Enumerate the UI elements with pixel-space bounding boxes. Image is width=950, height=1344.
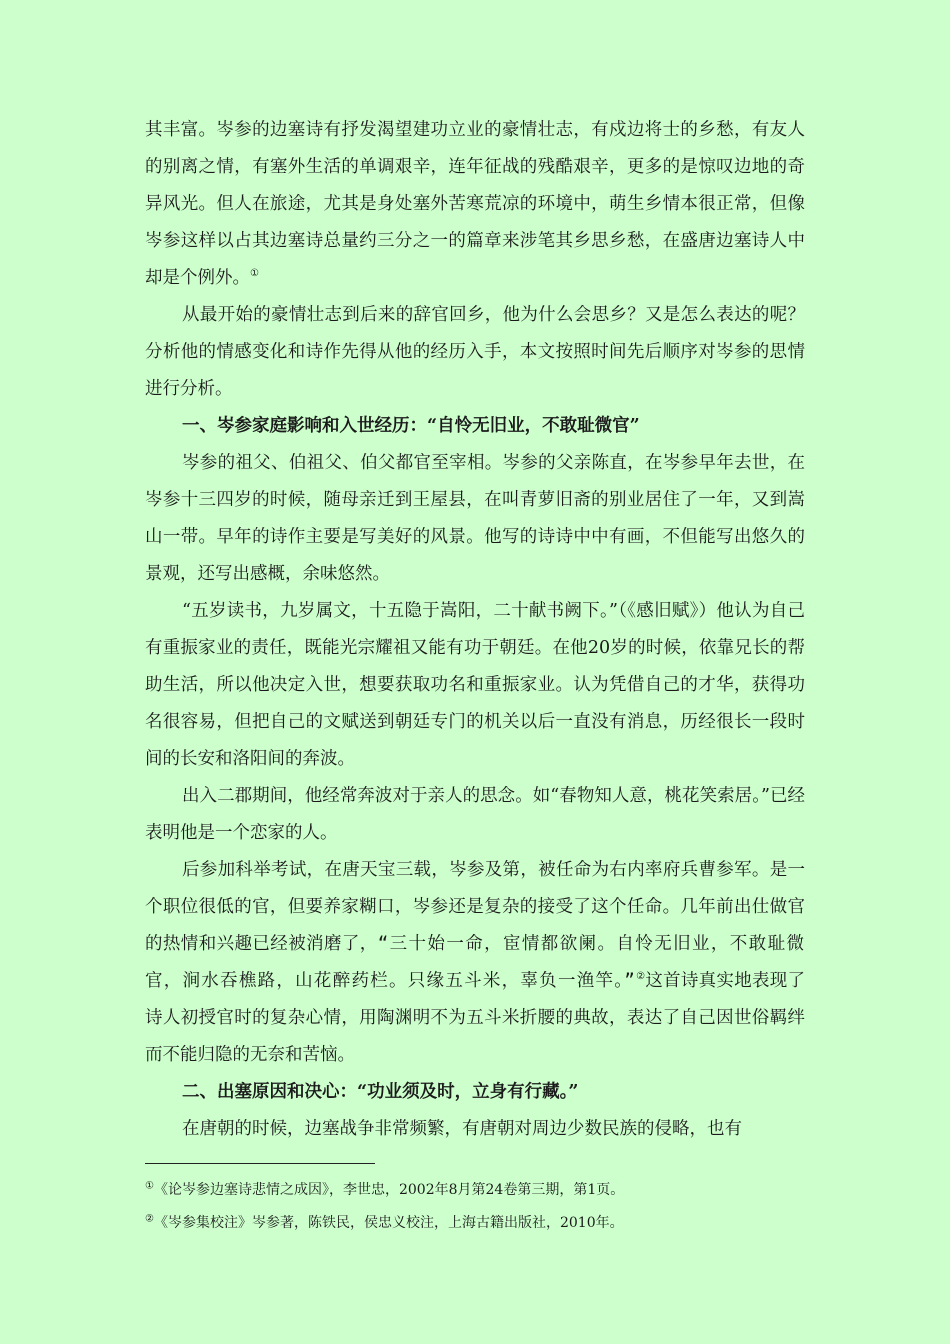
footnotes bbox=[145, 1174, 805, 1240]
paragraph-text: 这首诗真实地表现了诗人初授官时的复杂心情，用陶渊明不为五斗米折腰的典故，表达了自己因世俗羁绊而不能归隐的无奈和苦恼。 bbox=[145, 971, 806, 1065]
paragraph-continuation bbox=[145, 112, 805, 297]
paragraph-intro: 从最开始的豪情壮志到后来的辞官回乡，他为什么会思乡？又是怎么表达的呢？分析他的情感变化和诗作先得从他的经历入手，本文按照时间先后顺序对岑参的思情进行分析。 bbox=[145, 305, 805, 399]
footnote-mark-1: ① bbox=[145, 1180, 154, 1192]
footnote-ref-2[interactable]: ② bbox=[635, 971, 646, 983]
footnote-ref-1[interactable]: ① bbox=[250, 268, 259, 280]
footnote-1 bbox=[145, 1174, 805, 1207]
section-heading-2: 二、出塞原因和决心：“功业须及时，立身有行藏。” bbox=[182, 1082, 579, 1102]
paragraph-frontier: 在唐朝的时候，边塞战争非常频繁，有唐朝对周边少数民族的侵略，也有 bbox=[182, 1119, 742, 1139]
footnote-mark-2: ② bbox=[145, 1213, 154, 1225]
poem-quote: “三十始一命，宦情都欲阑。自怜无旧业，不敢耻微官，涧水吞樵路，山花醉药栏。只缘五斗米，辜负一渔竿。” bbox=[145, 934, 805, 991]
paragraph-family: 岑参的祖父、伯祖父、伯父都官至宰相。岑参的父亲陈直，在岑参早年去世，在岑参十三四岁的时候，随母亲迁到王屋县，在叫青萝旧斋的别业居住了一年，又到嵩山一带。早年的诗作主要是写美好的风景。他写的诗诗中中有画，不但能写出悠久的景观，还写出感概，余味悠然。 bbox=[145, 453, 805, 584]
footnote-2 bbox=[145, 1207, 805, 1240]
section-heading-1: 一、岑参家庭影响和入世经历：“自怜无旧业，不敢耻微官” bbox=[182, 416, 640, 436]
paragraph-text: 其丰富。岑参的边塞诗有抒发渴望建功立业的豪情壮志，有戍边将士的乡愁，有友人的别离之情，有塞外生活的单调艰辛，连年征战的残酷艰辛，更多的是惊叹边地的奇异风光。但人在旅途，尤其是身处塞外苦寒荒凉的环境中，萌生乡情本很正常，但像岑参这样以占其边塞诗总量约三分之一的篇章来涉笔其乡思乡愁，在盛唐边塞诗人中却是个例外。 bbox=[145, 120, 805, 288]
footnote-text-1: 《论岑参边塞诗悲情之成因》，李世忠，2002年8月第24卷第三期，第1页。 bbox=[153, 1182, 625, 1198]
paragraph-ambition: “五岁读书，九岁属文，十五隐于嵩阳，二十献书阙下。”（《感旧赋》）他认为自己有重振家业的责任，既能光宗耀祖又能有功于朝廷。在他20岁的时候，依靠兄长的帮助生活，所以他决定入世，想要获取功名和重振家业。认为凭借自己的才华，获得功名很容易，但把自己的文赋送到朝廷专门的机关以后一直没有消息，历经很长一段时间的长安和洛阳间的奔波。 bbox=[145, 601, 805, 769]
paragraph-text: 后参加科举考试，在唐天宝三载，岑参及第，被任命为右内率府兵曹参军。是一个职位很低的官，但要养家糊口，岑参还是复杂的接受了这个任命。几年前出仕做官的热情和兴趣已经被消磨了， bbox=[145, 860, 805, 954]
footnote-text-2: 《岑参集校注》岑参著，陈铁民，侯忠义校注，上海古籍出版社，2010年。 bbox=[153, 1215, 624, 1231]
paragraph-official bbox=[145, 852, 805, 1074]
paragraph-homesick: 出入二郡期间，他经常奔波对于亲人的思念。如“春物知人意，桃花笑索居。”已经表明他是一个恋家的人。 bbox=[145, 786, 805, 843]
footnote-separator bbox=[145, 1163, 375, 1164]
document-body bbox=[145, 112, 805, 1148]
